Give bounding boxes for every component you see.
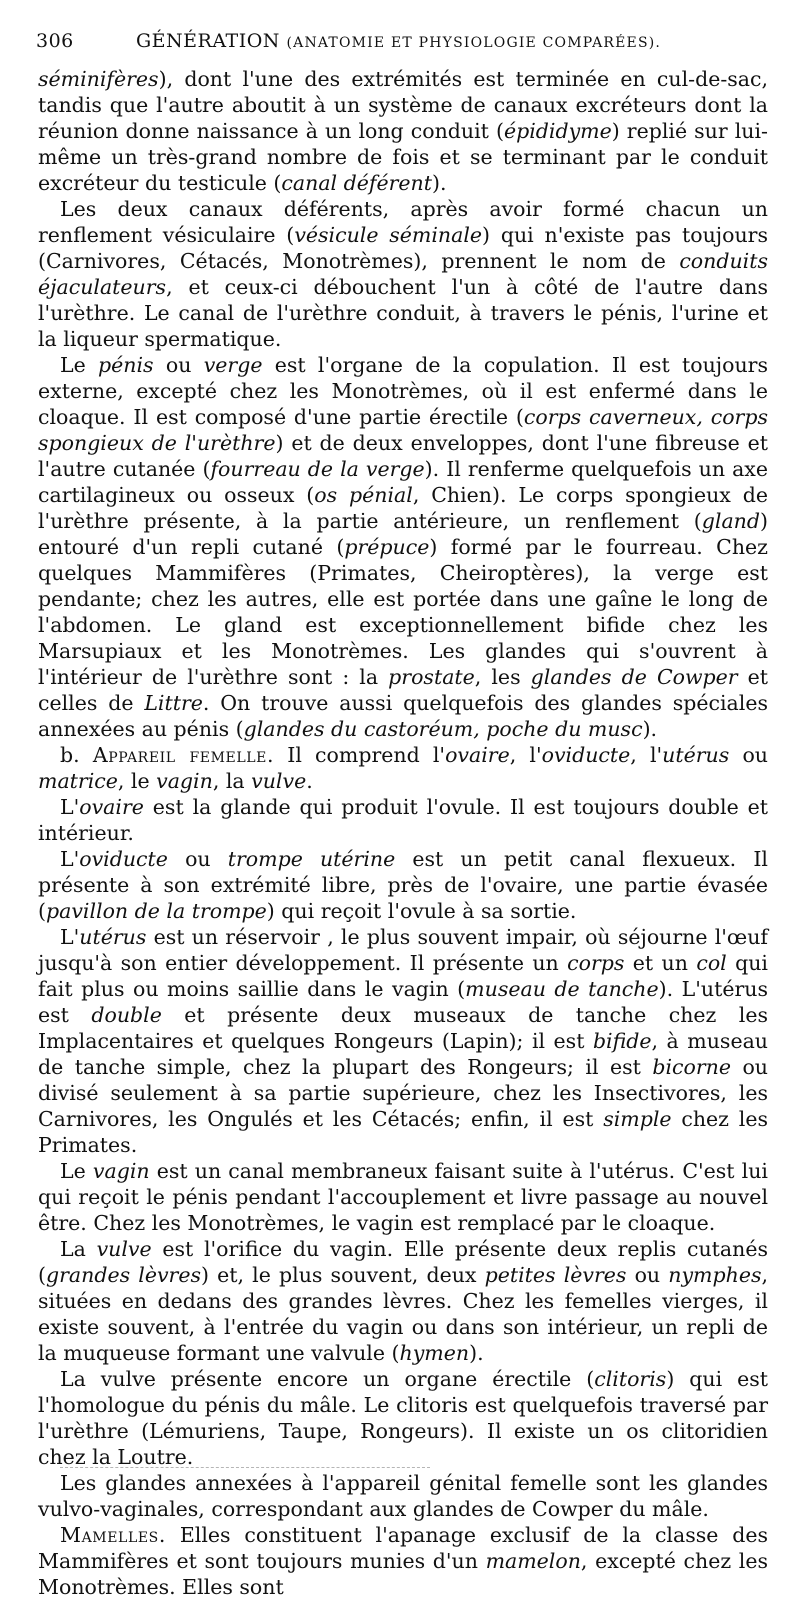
italic-term: séminifères <box>38 67 159 91</box>
paragraph <box>38 196 768 352</box>
italic-term: conduits éjaculateurs <box>38 249 768 299</box>
text-run: , et ceux-ci débouchent l'un à côté de l'autre dans l'urèthre. Le canal de l'urèthre conduit, à travers le pénis, l'urine et la liqueur spermatique. <box>38 275 768 351</box>
italic-term: pénis <box>98 353 154 377</box>
body-text <box>38 66 768 1600</box>
text-run: ) entouré d'un repli cutané ( <box>38 509 768 559</box>
text-run: ou <box>729 743 768 767</box>
text-run: , l' <box>630 743 663 767</box>
italic-term: vulve <box>251 769 307 793</box>
italic-term: bifide <box>592 1029 652 1053</box>
italic-term: oviducte <box>541 743 631 767</box>
text-run: et un <box>624 951 697 975</box>
text-run: , le <box>117 769 157 793</box>
text-run: est l'orifice du vagin. Elle présente deux replis cutanés ( <box>38 1237 769 1287</box>
italic-term: clitoris <box>594 1367 667 1391</box>
text-run: Le <box>60 353 99 377</box>
header-title: GÉNÉRATION <box>136 30 280 52</box>
text-run: , les <box>474 665 531 689</box>
italic-term: vulve <box>96 1237 152 1261</box>
text-run: ). Il renferme quelquefois un axe cartilagineux ou osseux ( <box>38 457 768 507</box>
italic-term: matrice <box>38 769 118 793</box>
text-run: ) et, le plus souvent, deux <box>201 1263 485 1287</box>
text-run: ou <box>626 1263 669 1287</box>
italic-term: utérus <box>79 925 147 949</box>
section-heading: Mamelles. <box>60 1523 166 1547</box>
text-run: ) et de deux enveloppes, dont l'une fibreuse et l'autre cutanée ( <box>38 431 768 481</box>
text-run: chez les Primates. <box>38 1107 768 1157</box>
text-run: , l' <box>509 743 542 767</box>
italic-term: double <box>91 1003 162 1027</box>
text-run: , la <box>212 769 252 793</box>
italic-term: prostate <box>388 665 475 689</box>
text-run: Les glandes annexées à l'appareil génital femelle sont les glandes vulvo-vaginales, correspondant aux glandes de Cowper du mâle. <box>38 1471 768 1521</box>
footer-rule <box>60 1467 430 1468</box>
text-run: ). L'utérus est <box>38 977 769 1027</box>
text-run: L' <box>60 925 80 949</box>
text-run: , à museau de tanche simple, chez la plupart des Rongeurs; il est <box>38 1029 768 1079</box>
section-heading: Appareil femelle. <box>92 743 275 767</box>
text-run: est la glande qui produit l'ovule. Il est toujours double et intérieur. <box>38 795 768 845</box>
text-run: est l'organe de la copulation. Il est toujours externe, excepté chez les Monotrèmes, où il est enfermé dans le cloaque. Il est composé d'une partie érectile ( <box>38 353 768 429</box>
italic-term: ovaire <box>445 743 510 767</box>
italic-term: fourreau de la verge <box>210 457 425 481</box>
italic-term: nymphes <box>668 1263 762 1287</box>
text-run: ). <box>469 1341 484 1365</box>
paragraph <box>38 1470 768 1522</box>
italic-term: vésicule séminale <box>294 223 483 247</box>
italic-term: gland <box>701 509 760 533</box>
text-run: , excepté chez les Monotrèmes. Elles sont <box>38 1549 768 1599</box>
text-run: ) qui est l'homologue du pénis du mâle. Le clitoris est quelquefois traversé par l'urèthre (Lémuriens, Taupe, Rongeurs). Il existe un os clitoridien chez la Loutre. <box>38 1367 769 1469</box>
italic-term: utérus <box>662 743 730 767</box>
text-run: . <box>306 769 313 793</box>
italic-term: simple <box>603 1107 672 1131</box>
text-run: est un canal membraneux faisant suite à l'utérus. C'est lui qui reçoit le pénis pendant l'accouplement et livre passage au nouvel être. Chez les Monotrèmes, le vagin est remplacé par le cloaque. <box>38 1159 768 1235</box>
text-run: et présente deux museaux de tanche chez les Implacentaires et quelques Rongeurs (Lapin); il est <box>38 1003 768 1053</box>
italic-term: glandes du castoréum, poche du musc <box>243 717 643 741</box>
text-run: , situées en dedans des grandes lèvres. Chez les femelles vierges, il existe souvent, à l'entrée du vagin ou dans son intérieur, un repli de la muqueuse formant une valvule ( <box>38 1263 768 1365</box>
italic-term: col <box>696 951 727 975</box>
text-run: , Chien). Le corps spongieux de l'urèthre présente, à la partie antérieure, un renflement ( <box>38 483 768 533</box>
text-run: ), dont l'une des extrémités est terminée en cul-de-sac, tandis que l'autre aboutit à un système de canaux excréteurs dont la réunion donne naissance à un long conduit ( <box>38 67 768 143</box>
text-run: est un petit canal flexueux. Il présente à son extrémité libre, près de l'ovaire, une partie évasée ( <box>38 847 768 923</box>
paragraph <box>38 1366 768 1470</box>
italic-term: verge <box>203 353 263 377</box>
text-run: L' <box>60 847 80 871</box>
text-run: ou <box>167 847 228 871</box>
text-run: ou <box>153 353 204 377</box>
text-run: ) formé par le fourreau. Chez quelques Mammifères (Primates, Cheiroptères), la verge est pendante; chez les autres, elle est portée dans une gaîne le long de l'abdomen. Le gland est exceptionnellement bifide chez les Marsupiaux et les Monotrèmes. Les glandes qui s'ouvrent à l'intérieur de l'urèthre sont : la <box>38 535 768 689</box>
text-run: ) qui reçoit l'ovule à sa sortie. <box>266 899 577 923</box>
italic-term: trompe utérine <box>227 847 396 871</box>
running-header <box>36 30 766 60</box>
text-run: ) qui n'existe pas toujours (Carnivores, Cétacés, Monotrèmes), prennent le nom de <box>38 223 768 273</box>
italic-term: vagin <box>156 769 213 793</box>
italic-term: bicorne <box>652 1055 731 1079</box>
paragraph <box>38 352 768 742</box>
italic-term: canal déférent <box>281 171 432 195</box>
italic-term: museau de tanche <box>465 977 659 1001</box>
italic-term: vagin <box>92 1159 150 1183</box>
text-run: La <box>60 1237 97 1261</box>
italic-term: pavillon de la trompe <box>46 899 267 923</box>
paragraph <box>38 742 768 794</box>
italic-term: glandes de Cowper <box>530 665 738 689</box>
text-run: Le <box>60 1159 93 1183</box>
text-run: b. <box>60 743 93 767</box>
text-run: ) replié sur lui-même un très-grand nombre de fois et se terminant par le conduit excréteur du testicule ( <box>38 119 768 195</box>
italic-term: ovaire <box>79 795 144 819</box>
italic-term: hymen <box>399 1341 470 1365</box>
text-run: qui fait plus ou moins saillie dans le vagin ( <box>38 951 768 1001</box>
paragraph <box>38 1522 768 1600</box>
italic-term: Littre <box>144 691 203 715</box>
italic-term: oviducte <box>79 847 168 871</box>
text-run: ). <box>431 171 447 195</box>
text-run: Elles constituent l'apanage exclusif de la classe des Mammifères et sont toujours munies d'un <box>38 1523 768 1573</box>
italic-term: corps <box>567 951 625 975</box>
paragraph <box>38 924 768 1158</box>
text-run: Les deux canaux déférents, après avoir formé chacun un renflement vésiculaire ( <box>38 197 768 247</box>
paragraph <box>38 1158 768 1236</box>
paragraph <box>38 846 768 924</box>
text-run: Il comprend l' <box>274 743 446 767</box>
italic-term: os pénial <box>314 483 413 507</box>
paragraph <box>38 794 768 846</box>
italic-term: mamelon <box>485 1549 581 1573</box>
text-run: et celles de <box>38 665 769 715</box>
italic-term: épididyme <box>503 119 612 143</box>
running-title <box>136 30 661 52</box>
paragraph <box>38 66 768 196</box>
italic-term: prépuce <box>344 535 430 559</box>
text-run: est un réservoir , le plus souvent impair, où séjourne l'œuf jusqu'à son entier développement. Il présente un <box>38 925 768 975</box>
header-subtitle: (ANATOMIE ET PHYSIOLOGIE COMPARÉES). <box>286 35 662 51</box>
italic-term: petites lèvres <box>484 1263 627 1287</box>
text-run: ). <box>642 717 658 741</box>
text-run: La vulve présente encore un organe érectile ( <box>60 1367 595 1391</box>
italic-term: corps caverneux, corps spongieux de l'urèthre <box>38 405 768 455</box>
text-run: ou divisé seulement à sa partie supérieure, chez les Insectivores, les Carnivores, les Ongulés et les Cétacés; enfin, il est <box>38 1055 768 1131</box>
text-run: L' <box>60 795 80 819</box>
italic-term: grandes lèvres <box>46 1263 201 1287</box>
text-run: . On trouve aussi quelquefois des glandes spéciales annexées au pénis ( <box>38 691 768 741</box>
paragraph <box>38 1236 768 1366</box>
page-number: 306 <box>36 30 74 52</box>
